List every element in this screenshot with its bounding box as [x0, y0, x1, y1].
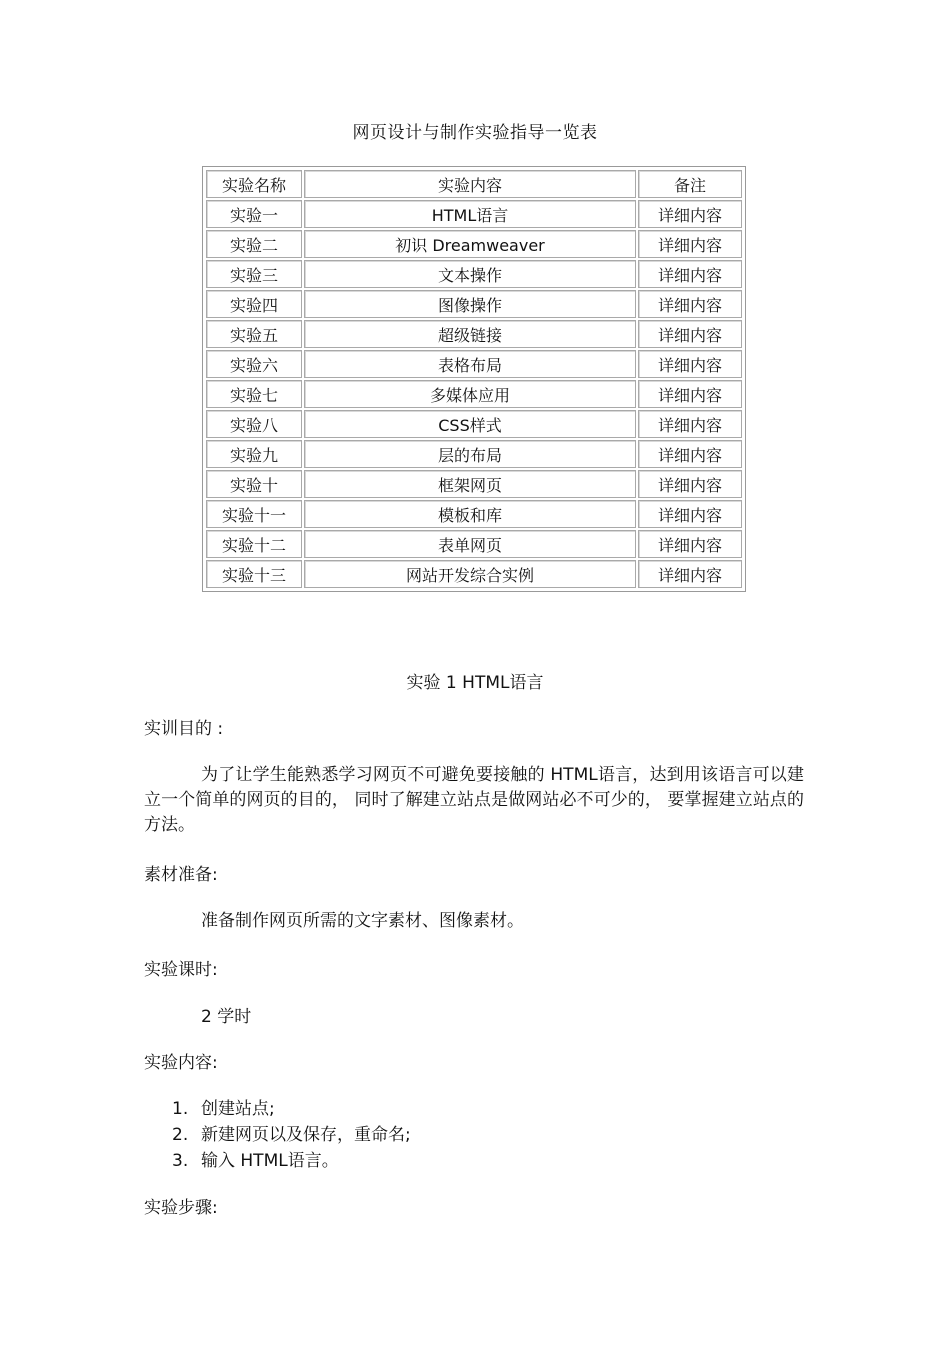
table-row — [206, 350, 742, 378]
cell-note-link[interactable]: 详细内容 — [638, 560, 742, 588]
cell-note-link[interactable]: 详细内容 — [638, 320, 742, 348]
hours-text: 2 学时 — [201, 1007, 252, 1027]
cell-lab-content: 模板和库 — [304, 500, 636, 528]
cell-lab-name: 实验十三 — [206, 560, 302, 588]
cell-lab-content: 表格布局 — [304, 350, 636, 378]
cell-lab-content: 表单网页 — [304, 530, 636, 558]
table-row — [206, 410, 742, 438]
cell-note-link[interactable]: 详细内容 — [638, 500, 742, 528]
lab-table — [202, 166, 746, 592]
table-row — [206, 530, 742, 558]
cell-lab-name: 实验六 — [206, 350, 302, 378]
list-item — [144, 1148, 411, 1174]
cell-note-link[interactable]: 详细内容 — [638, 470, 742, 498]
list-item-text: 创建站点; — [201, 1099, 275, 1119]
list-item — [144, 1096, 411, 1122]
content-label: 实验内容: — [144, 1053, 218, 1073]
table-row — [206, 290, 742, 318]
cell-lab-name: 实验十一 — [206, 500, 302, 528]
list-item-number: 1. — [172, 1099, 189, 1119]
cell-lab-name: 实验二 — [206, 230, 302, 258]
content-list — [144, 1096, 411, 1174]
list-item-number: 3. — [172, 1151, 189, 1171]
cell-lab-name: 实验四 — [206, 290, 302, 318]
cell-note-link[interactable]: 详细内容 — [638, 350, 742, 378]
cell-lab-content: 框架网页 — [304, 470, 636, 498]
table-row — [206, 380, 742, 408]
table-header-row — [206, 170, 742, 198]
cell-lab-content: CSS样式 — [304, 410, 636, 438]
cell-note-link[interactable]: 详细内容 — [638, 410, 742, 438]
table-row — [206, 560, 742, 588]
cell-note-link[interactable]: 详细内容 — [638, 530, 742, 558]
cell-lab-content: 网站开发综合实例 — [304, 560, 636, 588]
cell-note-link[interactable]: 详细内容 — [638, 260, 742, 288]
cell-lab-content: 文本操作 — [304, 260, 636, 288]
cell-lab-name: 实验九 — [206, 440, 302, 468]
cell-lab-name: 实验八 — [206, 410, 302, 438]
cell-lab-name: 实验一 — [206, 200, 302, 228]
table-row — [206, 320, 742, 348]
cell-lab-name: 实验十二 — [206, 530, 302, 558]
header-name: 实验名称 — [206, 170, 302, 198]
cell-note-link[interactable]: 详细内容 — [638, 200, 742, 228]
section-title: 实验 1 HTML语言 — [406, 673, 544, 693]
list-item-number: 2. — [172, 1125, 189, 1145]
lab-table-grid — [204, 168, 744, 590]
page-title: 网页设计与制作实验指导一览表 — [352, 123, 598, 143]
table-row — [206, 470, 742, 498]
cell-lab-content: 层的布局 — [304, 440, 636, 468]
cell-note-link[interactable]: 详细内容 — [638, 380, 742, 408]
cell-lab-name: 实验十 — [206, 470, 302, 498]
table-row — [206, 230, 742, 258]
list-item-text: 输入 HTML语言。 — [201, 1151, 339, 1171]
table-row — [206, 440, 742, 468]
cell-lab-name: 实验五 — [206, 320, 302, 348]
steps-label: 实验步骤: — [144, 1198, 218, 1218]
materials-label: 素材准备: — [144, 865, 218, 885]
list-item — [144, 1122, 411, 1148]
materials-text: 准备制作网页所需的文字素材、图像素材。 — [201, 911, 524, 931]
cell-lab-name: 实验三 — [206, 260, 302, 288]
cell-note-link[interactable]: 详细内容 — [638, 290, 742, 318]
table-row — [206, 260, 742, 288]
cell-lab-content: 图像操作 — [304, 290, 636, 318]
cell-lab-name: 实验七 — [206, 380, 302, 408]
objective-text: 为了让学生能熟悉学习网页不可避免要接触的 HTML语言，达到用该语言可以建立一个简单的网页的目的， 同时了解建立站点是做网站必不可少的， 要掌握建立站点的方法。 — [144, 765, 804, 835]
cell-lab-content: 多媒体应用 — [304, 380, 636, 408]
cell-lab-content: 超级链接 — [304, 320, 636, 348]
cell-note-link[interactable]: 详细内容 — [638, 230, 742, 258]
objective-label: 实训目的 : — [144, 719, 224, 739]
cell-lab-content: HTML语言 — [304, 200, 636, 228]
hours-label: 实验课时: — [144, 960, 218, 980]
header-note: 备注 — [638, 170, 742, 198]
table-row — [206, 500, 742, 528]
cell-note-link[interactable]: 详细内容 — [638, 440, 742, 468]
cell-lab-content: 初识 Dreamweaver — [304, 230, 636, 258]
header-content: 实验内容 — [304, 170, 636, 198]
table-row — [206, 200, 742, 228]
list-item-text: 新建网页以及保存，重命名; — [201, 1125, 411, 1145]
